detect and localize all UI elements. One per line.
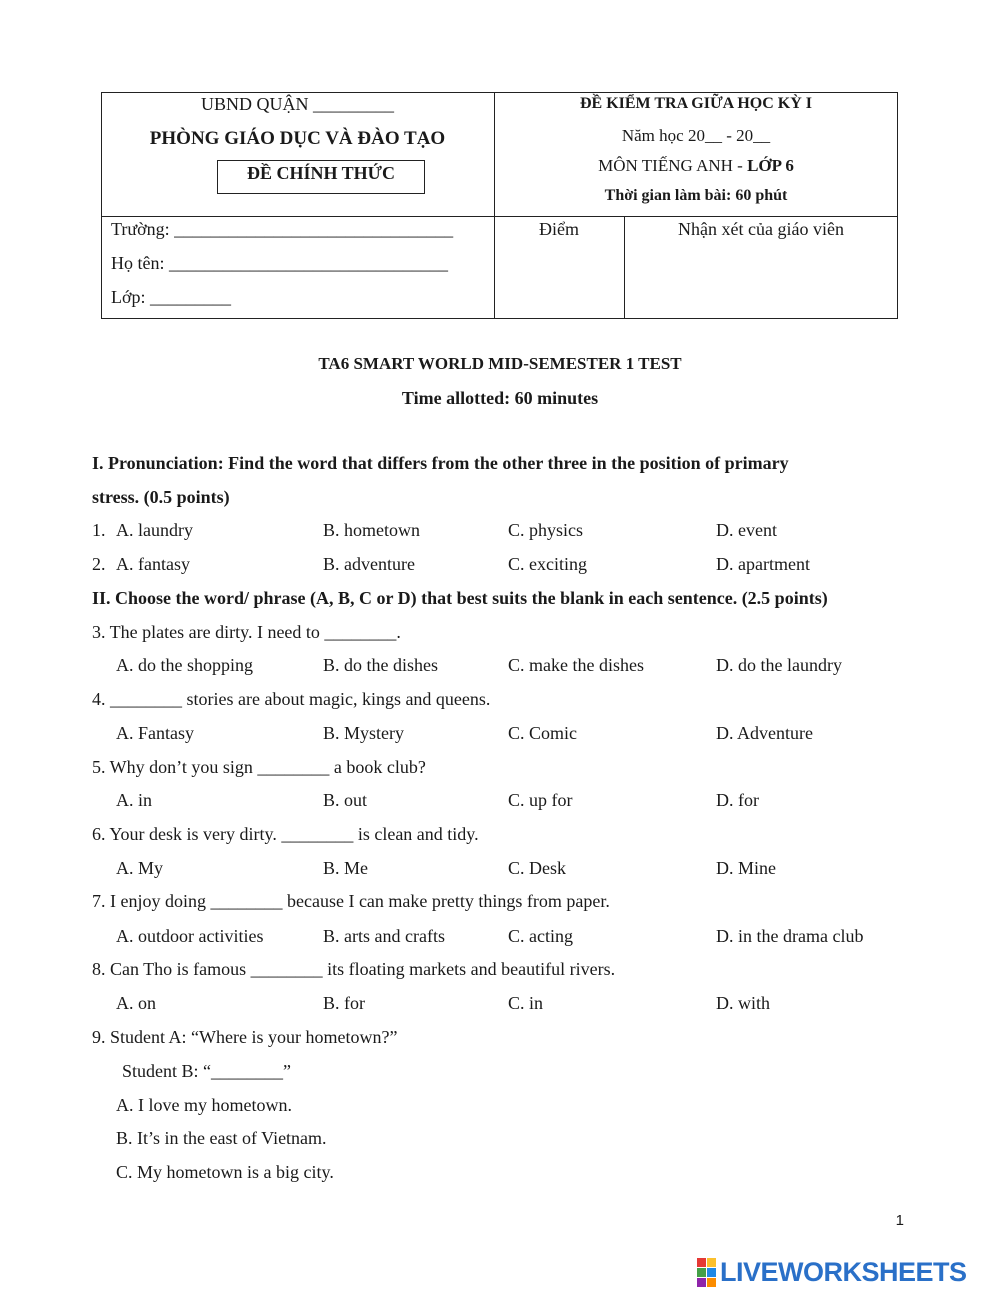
option-d: D. do the laundry <box>716 655 842 675</box>
school-year: Năm học 20__ - 20__ <box>621 126 771 145</box>
section1-heading-line2: stress. (0.5 points) <box>92 487 230 507</box>
option-d: D. in the drama club <box>716 926 864 946</box>
option-c: C. My hometown is a big city. <box>116 1162 334 1182</box>
option-a: A. I love my hometown. <box>116 1095 292 1115</box>
option-b: B. arts and crafts <box>323 926 445 946</box>
section1-heading-line1: I. Pronunciation: Find the word that differs from the other three in the position of primary <box>92 453 789 473</box>
logo-grid-icon <box>697 1258 716 1287</box>
option-d: D. with <box>716 993 770 1013</box>
school-field: Trường: _______________________________ <box>111 219 454 239</box>
section2-heading: II. Choose the word/ phrase (A, B, C or D) that best suits the blank in each sentence. (2.5 points) <box>92 588 828 608</box>
dialogue-response: Student B: “________” <box>122 1061 291 1081</box>
option-b: B. for <box>323 993 365 1013</box>
question-number: 2. <box>92 554 106 574</box>
option-a: A. fantasy <box>116 554 190 574</box>
question-stem: 6. Your desk is very dirty. ________ is clean and tidy. <box>92 824 479 844</box>
option-a: A. outdoor activities <box>116 926 264 946</box>
district-line: UBND QUẬN _________ <box>201 94 394 114</box>
option-a: A. in <box>116 790 152 810</box>
option-b: B. out <box>323 790 368 810</box>
test-title: TA6 SMART WORLD MID-SEMESTER 1 TEST <box>318 354 682 373</box>
exam-title: ĐỀ KIỂM TRA GIỮA HỌC KỲ I <box>579 95 813 112</box>
liveworksheets-logo[interactable] <box>697 1257 967 1287</box>
option-c: C. acting <box>508 926 573 946</box>
subject-grade: LỚP 6 <box>747 156 794 175</box>
option-d: D. Mine <box>716 858 776 878</box>
logo-text: LIVEWORKSHEETS <box>720 1256 967 1287</box>
option-a: A. Fantasy <box>116 723 194 743</box>
class-field: Lớp: _________ <box>111 287 232 307</box>
option-b: B. Me <box>323 858 368 878</box>
option-d: D. Adventure <box>716 723 813 743</box>
option-a: A. My <box>116 858 164 878</box>
official-label: ĐỀ CHÍNH THỨC <box>246 163 396 183</box>
question-stem: 8. Can Tho is famous ________ its floating markets and beautiful rivers. <box>92 959 616 979</box>
option-c: C. exciting <box>508 554 587 574</box>
time-allotted: Time allotted: 60 minutes <box>401 388 599 408</box>
option-b: B. It’s in the east of Vietnam. <box>116 1128 327 1148</box>
option-a: A. on <box>116 993 156 1013</box>
question-stem: 9. Student A: “Where is your hometown?” <box>92 1027 398 1047</box>
option-c: C. in <box>508 993 544 1013</box>
subject-line <box>494 156 898 176</box>
header-divider-horizontal <box>101 216 898 217</box>
option-d: D. for <box>716 790 759 810</box>
department-name: PHÒNG GIÁO DỤC VÀ ĐÀO TẠO <box>149 128 446 149</box>
option-d: D. event <box>716 520 777 540</box>
option-d: D. apartment <box>716 554 810 574</box>
question-stem: 3. The plates are dirty. I need to ________. <box>92 622 401 642</box>
option-b: B. Mystery <box>323 723 404 743</box>
duration-vi: Thời gian làm bài: 60 phút <box>604 187 788 204</box>
option-a: A. do the shopping <box>116 655 253 675</box>
question-stem: 4. ________ stories are about magic, kings and queens. <box>92 689 491 709</box>
option-c: C. up for <box>508 790 573 810</box>
question-number: 1. <box>92 520 106 540</box>
option-b: B. adventure <box>323 554 415 574</box>
score-label: Điểm <box>539 219 579 239</box>
option-a: A. laundry <box>116 520 193 540</box>
question-stem: 5. Why don’t you sign ________ a book club? <box>92 757 426 777</box>
subject-prefix: MÔN TIẾNG ANH - <box>598 156 748 175</box>
option-c: C. Desk <box>508 858 566 878</box>
option-c: C. make the dishes <box>508 655 644 675</box>
option-c: C. Comic <box>508 723 578 743</box>
page-number: 1 <box>895 1212 904 1229</box>
option-c: C. physics <box>508 520 584 540</box>
option-b: B. hometown <box>323 520 420 540</box>
name-field: Họ tên: _______________________________ <box>111 253 448 273</box>
teacher-comment-label: Nhận xét của giáo viên <box>678 219 844 239</box>
question-stem: 7. I enjoy doing ________ because I can make pretty things from paper. <box>92 891 610 911</box>
option-b: B. do the dishes <box>323 655 438 675</box>
